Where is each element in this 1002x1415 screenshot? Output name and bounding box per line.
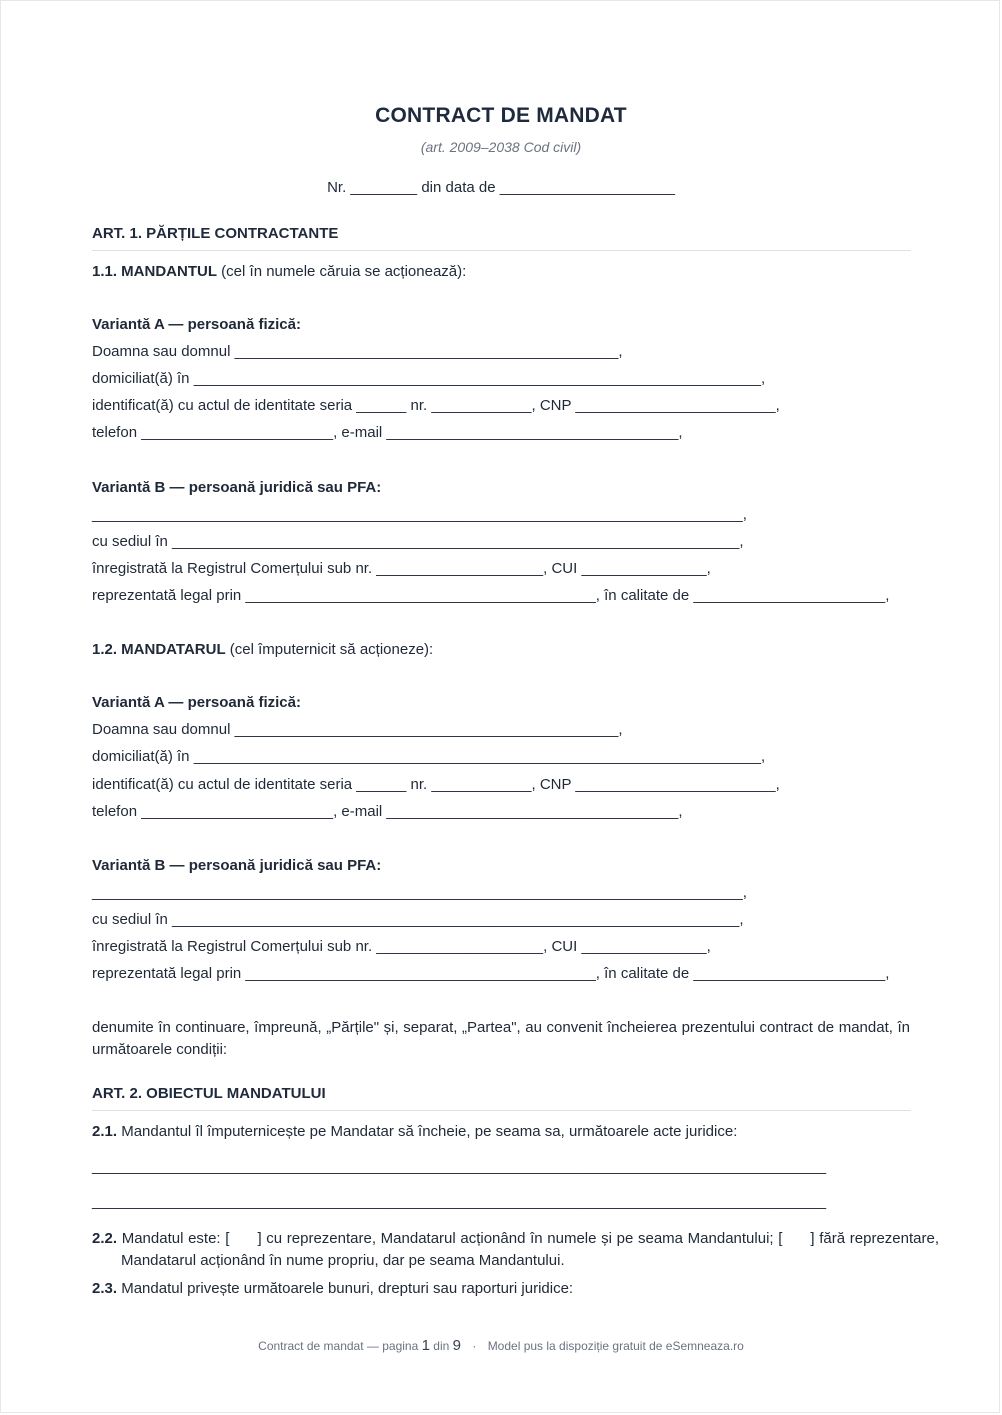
footer-label: Contract de mandat — pagina xyxy=(258,1339,419,1353)
clause-2-1-num: 2.1. xyxy=(92,1123,118,1140)
art1-heading: ART. 1. PĂRȚILE CONTRACTANTE xyxy=(92,225,339,242)
mandant-variant-b: Variantă B — persoană juridică sau PFA: xyxy=(92,479,382,496)
clause-2-2 xyxy=(92,1228,939,1272)
clause-2-3 xyxy=(92,1279,573,1299)
clause-2-1-text: Mandantul îl împuternicește pe Mandatar să încheie, pe seama sa, următoarele acte juridice: xyxy=(117,1123,738,1140)
footer-separator: · xyxy=(472,1339,477,1353)
mandant-b-name-line: ______________________________________________________________________________, xyxy=(92,506,747,523)
footer-page-total: 9 xyxy=(452,1337,461,1354)
parties-closing-paragraph: denumite în continuare, împreună, „Părțile" și, separat, „Partea", au convenit încheierea prezentului contract de mandat, în următoarele condiții: xyxy=(92,1019,910,1058)
clause-2-2-part-c: ] fără reprezentare, Mandatarul acționând în nume propriu, dar pe seama Mandantului. xyxy=(121,1230,939,1269)
mandatar-a-contact-line: telefon _______________________, e-mail ___________________________________, xyxy=(92,803,683,820)
mandatar-variant-a: Variantă A — persoană fizică: xyxy=(92,694,301,711)
footer-page-number: 1 xyxy=(421,1337,430,1354)
mandatar-a-name-line: Doamna sau domnul ______________________________________________, xyxy=(92,721,623,738)
document-subtitle: (art. 2009–2038 Cod civil) xyxy=(420,139,582,155)
mandant-a-name-line: Doamna sau domnul ______________________________________________, xyxy=(92,343,623,360)
clause-2-2-part-b: ] cu reprezentare, Mandatarul acționând în numele și pe seama Mandantului; [ xyxy=(257,1230,783,1247)
mandatar-b-seat-line: cu sediul în ____________________________________________________________________, xyxy=(92,911,744,928)
footer-of: din xyxy=(433,1339,450,1353)
mandant-a-contact-line: telefon _______________________, e-mail ___________________________________, xyxy=(92,424,683,441)
mandatar-a-address-line: domiciliat(ă) în ____________________________________________________________________, xyxy=(92,748,766,765)
clause-2-2-part-a: Mandatul este: [ xyxy=(117,1230,230,1247)
clause-2-2-num: 2.2. xyxy=(92,1230,118,1247)
mandatar-num: 1.2. MANDATARUL xyxy=(92,641,226,658)
mandatar-b-registry-line: înregistrată la Registrul Comerțului sub nr. ____________________, CUI _______________, xyxy=(92,938,711,955)
mandant-a-id-line: identificat(ă) cu actul de identitate seria ______ nr. ____________, CNP ________________________, xyxy=(92,397,780,414)
clause-2-1-blank-2: ________________________________________________________________________________________ xyxy=(92,1193,827,1210)
mandant-b-registry-line: înregistrată la Registrul Comerțului sub nr. ____________________, CUI _______________, xyxy=(92,560,711,577)
document-title: CONTRACT DE MANDAT xyxy=(375,104,627,127)
mandant-a-address-line: domiciliat(ă) în ____________________________________________________________________, xyxy=(92,370,766,387)
clause-2-3-text: Mandatul privește următoarele bunuri, drepturi sau raporturi juridice: xyxy=(117,1280,574,1297)
clause-2-1-blank-1: ________________________________________________________________________________________ xyxy=(92,1158,827,1175)
clause-2-3-num: 2.3. xyxy=(92,1280,118,1297)
footer-note: Model pus la dispoziție gratuit de eSemneaza.ro xyxy=(487,1339,744,1353)
mandant-num: 1.1. MANDANTUL xyxy=(92,263,218,280)
mandant-b-seat-line: cu sediul în ____________________________________________________________________, xyxy=(92,533,744,550)
mandant-variant-a: Variantă A — persoană fizică: xyxy=(92,316,301,333)
art1-divider xyxy=(92,250,911,251)
mandatar-variant-b: Variantă B — persoană juridică sau PFA: xyxy=(92,857,382,874)
mandatar-b-representative-line: reprezentată legal prin __________________________________________, în calitate de _______________________, xyxy=(92,965,890,982)
mandant-heading xyxy=(92,262,466,282)
mandatar-b-name-line: ______________________________________________________________________________, xyxy=(92,884,747,901)
clause-2-1 xyxy=(92,1122,737,1142)
mandant-b-representative-line: reprezentată legal prin __________________________________________, în calitate de _______________________, xyxy=(92,587,890,604)
mandatar-heading xyxy=(92,640,433,660)
mandatar-a-id-line: identificat(ă) cu actul de identitate seria ______ nr. ____________, CNP ________________________, xyxy=(92,776,780,793)
page-footer xyxy=(1,1337,1001,1354)
art2-divider xyxy=(92,1110,911,1111)
art2-heading: ART. 2. OBIECTUL MANDATULUI xyxy=(92,1085,326,1102)
mandant-desc: (cel în numele căruia se acționează): xyxy=(217,263,467,280)
mandatar-desc: (cel împuternicit să acționeze): xyxy=(225,641,434,658)
contract-number-line: Nr. ________ din data de _____________________ xyxy=(327,179,675,196)
